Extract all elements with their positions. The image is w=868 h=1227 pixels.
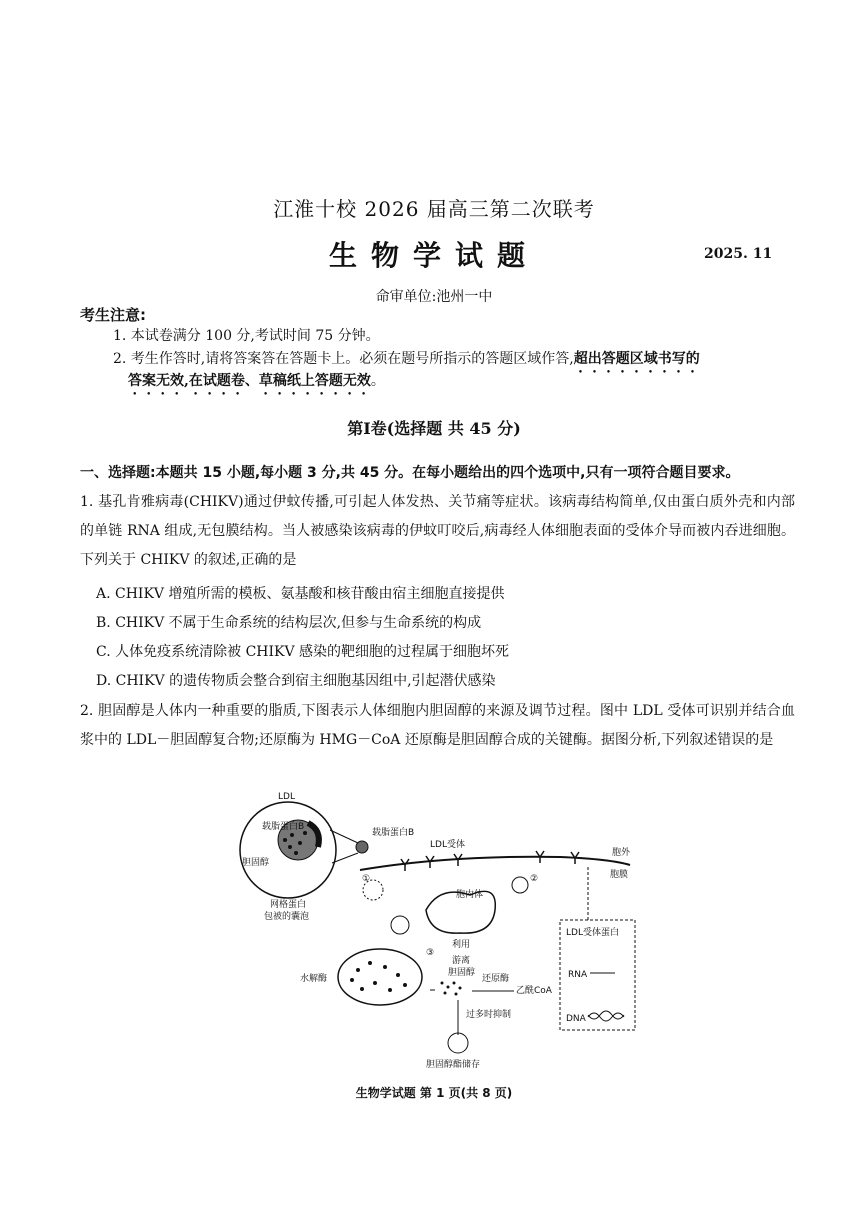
dna-helix-2 bbox=[588, 1011, 624, 1019]
label-apo-b: 载脂蛋白B bbox=[372, 828, 415, 838]
label-free-2: 胆固醇 bbox=[448, 968, 476, 978]
uncoated-vesicle bbox=[391, 916, 409, 934]
label-ldl: LDL bbox=[278, 792, 295, 802]
label-endosome: 胞内体 bbox=[456, 890, 484, 900]
question-1-stem: 1. 基孔肯雅病毒(CHIKV)通过伊蚊传播,可引起人体发热、关节痛等症状。该病毒结构简单,仅由蛋白质外壳和内部的单链 RNA 组成,无包膜结构。当人被感染该病毒的伊蚊叮咬后,病毒经人体细胞表面的受体介导而被内吞进细胞。下列关于 CHIKV 的叙述,正确的是 bbox=[80, 494, 795, 568]
notice-item-2-comma: , bbox=[184, 373, 189, 389]
label-excess: 过多时抑制 bbox=[466, 1010, 512, 1020]
storage-droplet bbox=[448, 1033, 468, 1053]
exam-series-title: 江淮十校 2026 届高三第二次联考 bbox=[273, 197, 595, 221]
recycling-vesicle bbox=[512, 877, 528, 893]
lysosome bbox=[338, 949, 422, 1005]
free-cholesterol-dots bbox=[441, 982, 462, 996]
setter-unit: 命审单位:池州一中 bbox=[375, 289, 493, 305]
question-1-option-d: D. CHIKV 的遗传物质会整合到宿主细胞基因组中,引起潜伏感染 bbox=[96, 673, 496, 689]
label-lysosome: 水解酶 bbox=[300, 974, 328, 984]
page-title: 生物学试题 bbox=[328, 239, 539, 272]
label-rna: RNA bbox=[568, 970, 588, 980]
notice-item-2-end: 。 bbox=[370, 373, 385, 389]
notice-heading: 考生注意: bbox=[80, 306, 146, 324]
label-ldl-receptor-protein: LDL受体蛋白 bbox=[566, 928, 619, 938]
label-extracellular: 胞外 bbox=[612, 848, 631, 858]
question-1-option-a: A. CHIKV 增殖所需的模板、氨基酸和核苷酸由宿主细胞直接提供 bbox=[96, 586, 505, 602]
section-instructions: 一、选择题:本题共 15 小题,每小题 3 分,共 45 分。在每小题给出的四个选项中,只有一项符合题目要求。 bbox=[80, 465, 740, 481]
notice-item-2-emphasis: 超出答题区域书写的 bbox=[573, 351, 700, 367]
label-apo-b-inner: 载脂蛋白B bbox=[262, 822, 305, 832]
label-step-1: ① bbox=[362, 874, 371, 884]
label-reductase: 还原酶 bbox=[482, 974, 510, 984]
label-membrane: 胞膜 bbox=[610, 870, 629, 880]
notice-item-2-emphasis-2: 答案无效 bbox=[128, 373, 184, 389]
small-ldl-icon bbox=[356, 841, 368, 853]
notice-item-2-emphasis-3: 在试题卷、草稿纸上答题无效 bbox=[188, 373, 371, 389]
question-1-option-c: C. 人体免疫系统清除被 CHIKV 感染的靶细胞的过程属于细胞坏死 bbox=[96, 644, 510, 660]
notice-item-2-text: 2. 考生作答时,请将答案答在答题卡上。必须在题号所指示的答题区域作答, bbox=[113, 351, 574, 367]
notice-item-2-continued bbox=[128, 370, 385, 398]
label-coated-vesicle-1: 网格蛋白 bbox=[270, 900, 307, 910]
label-step-2: ② bbox=[530, 874, 539, 884]
cholesterol-diagram bbox=[230, 785, 650, 1070]
label-acetyl-coa: 乙酰CoA bbox=[516, 986, 552, 996]
question-1-option-b: B. CHIKV 不属于生命系统的结构层次,但参与生命系统的构成 bbox=[96, 615, 482, 631]
part-1-title: 第Ⅰ卷(选择题 共 45 分) bbox=[347, 419, 521, 438]
label-dna: DNA bbox=[566, 1014, 586, 1024]
notice-item-1: 1. 本试卷满分 100 分,考试时间 75 分钟。 bbox=[113, 328, 380, 344]
label-coated-vesicle-2: 包被的囊泡 bbox=[264, 912, 310, 922]
lysosome-contents bbox=[350, 961, 407, 992]
question-2-stem: 2. 胆固醇是人体内一种重要的脂质,下图表示人体细胞内胆固醇的来源及调节过程。图中 LDL 受体可识别并结合血浆中的 LDL－胆固醇复合物;还原酶为 HMG－CoA 还原酶是胆固醇合成的关键酶。据图分析,下列叙述错误的是 bbox=[80, 703, 795, 748]
label-ldl-receptor: LDL受体 bbox=[430, 840, 465, 850]
dna-helix bbox=[588, 1013, 624, 1021]
label-storage: 胆固醇酯储存 bbox=[426, 1060, 481, 1070]
exam-date: 2025. 11 bbox=[704, 246, 773, 262]
label-step-3: ③ bbox=[426, 948, 435, 958]
label-cholesterol: 胆固醇 bbox=[242, 858, 270, 868]
page-footer: 生物学试题 第 1 页(共 8 页) bbox=[355, 1086, 513, 1100]
label-free-1: 游离 bbox=[452, 956, 471, 966]
cell-membrane bbox=[360, 857, 630, 870]
label-use: 利用 bbox=[452, 940, 471, 950]
